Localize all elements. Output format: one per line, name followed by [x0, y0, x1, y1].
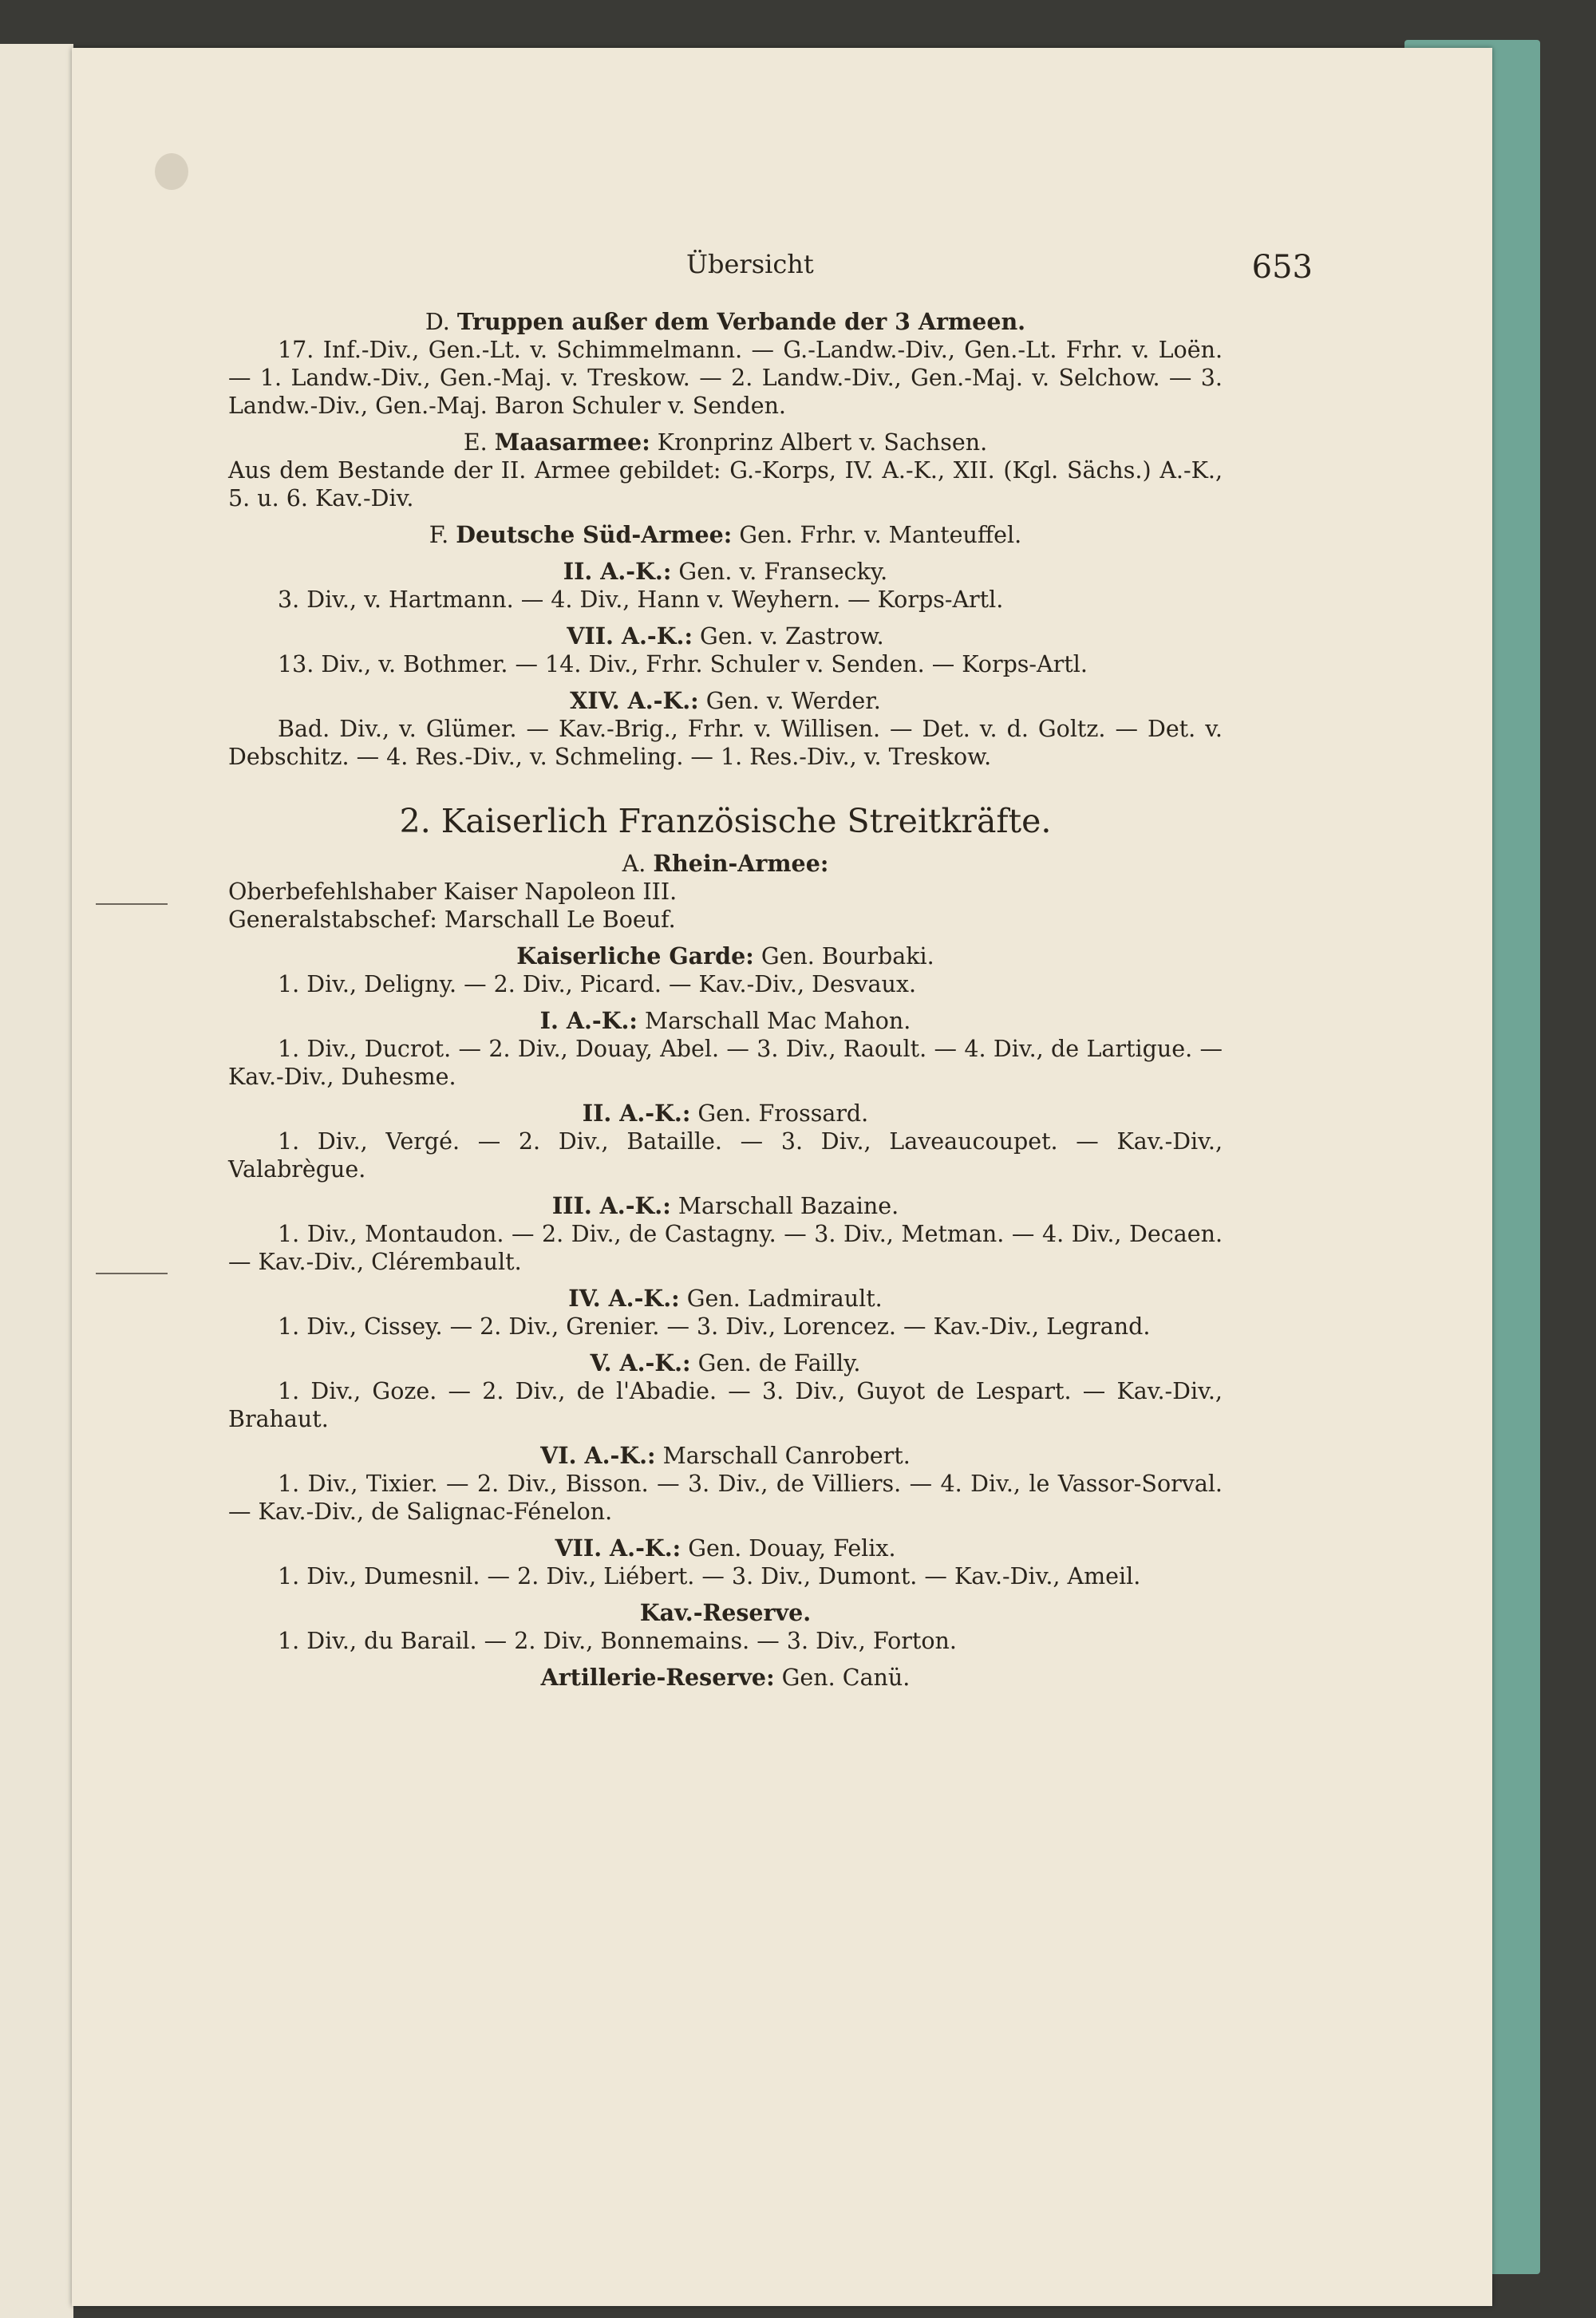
corps-commander: Gen. v. Zastrow. — [700, 623, 884, 650]
facing-page-edge — [0, 44, 73, 2318]
binding-hole — [155, 153, 188, 190]
corps-heading — [228, 1442, 1223, 1470]
corps-title: III. A.-K.: — [551, 1192, 671, 1219]
army-title: Rhein-Armee: — [653, 850, 829, 877]
cut-mark — [96, 1273, 168, 1274]
page-number: 653 — [1251, 249, 1313, 286]
section-letter: F. — [429, 522, 449, 548]
corps-title: VI. A.-K.: — [540, 1442, 656, 1469]
corps-text: 1. Div., Tixier. — 2. Div., Bisson. — 3. Div., de Villiers. — 4. Div., le Vassor-Sorval. — Kav.-Div., de Salignac-Fénelon. — [228, 1471, 1223, 1525]
corps-text: 1. Div., Cissey. — 2. Div., Grenier. — 3. Div., Lorencez. — Kav.-Div., Legrand. — [278, 1313, 1151, 1340]
corps-text: 1. Div., Deligny. — 2. Div., Picard. — Kav.-Div., Desvaux. — [278, 971, 917, 997]
section-title: Truppen außer dem Verbande der 3 Armeen. — [456, 308, 1026, 335]
corps-text: 1. Div., Vergé. — 2. Div., Bataille. — 3. Div., Laveaucoupet. — Kav.-Div., Valabrègue. — [228, 1128, 1223, 1183]
section-d-heading — [228, 308, 1223, 336]
corps-title: VII. A.-K.: — [567, 622, 693, 650]
corps-heading — [228, 558, 1223, 586]
corps-text: 13. Div., v. Bothmer. — 14. Div., Frhr. Schuler v. Senden. — Korps-Artl. — [278, 651, 1088, 677]
corps-title: Artillerie-Reserve: — [540, 1664, 775, 1691]
corps-text: 3. Div., v. Hartmann. — 4. Div., Hann v. Weyhern. — Korps-Artl. — [278, 586, 1004, 613]
corps-title: I. A.-K.: — [539, 1007, 638, 1034]
corps-title: XIV. A.-K.: — [570, 687, 699, 714]
corps-commander: Gen. Ladmirault. — [686, 1285, 883, 1312]
corps-heading — [228, 1007, 1223, 1035]
corps-title: Kaiserliche Garde: — [516, 942, 754, 969]
cut-mark — [96, 903, 168, 905]
corps-text: 1. Div., Montaudon. — 2. Div., de Castagny. — 3. Div., Metman. — 4. Div., Decaen. — Kav.-Div., Clérembault. — [228, 1221, 1223, 1275]
french-forces-heading: 2. Kaiserlich Französische Streitkräfte. — [399, 802, 1052, 840]
section-title: Deutsche Süd-Armee: — [456, 521, 733, 548]
section-commander: Kronprinz Albert v. Sachsen. — [657, 429, 988, 456]
corps-heading — [228, 1349, 1223, 1377]
section-e-heading — [228, 428, 1223, 456]
corps-commander: Gen. Douay, Felix. — [688, 1535, 896, 1562]
corps-text: 1. Div., du Barail. — 2. Div., Bonnemains. — 3. Div., Forton. — [278, 1628, 957, 1654]
corps-commander: Gen. v. Fransecky. — [678, 559, 888, 585]
section-commander: Gen. Frhr. v. Manteuffel. — [739, 522, 1022, 548]
section-f-heading — [228, 521, 1223, 549]
chief-of-staff-line: Generalstabschef: Marschall Le Boeuf. — [228, 906, 676, 933]
corps-title: II. A.-K.: — [563, 558, 672, 585]
section-title: Maasarmee: — [494, 428, 650, 456]
corps-text: 1. Div., Goze. — 2. Div., de l'Abadie. — 3. Div., Guyot de Lespart. — Kav.-Div., Brahaut. — [228, 1378, 1223, 1432]
corps-heading — [228, 622, 1223, 650]
corps-title: II. A.-K.: — [582, 1100, 691, 1127]
corps-commander: Gen. Bourbaki. — [760, 943, 934, 969]
corps-commander: Gen. v. Werder. — [705, 688, 881, 714]
corps-commander: Marschall Mac Mahon. — [645, 1008, 911, 1034]
section-letter: E. — [463, 429, 488, 456]
cav-reserve-heading — [228, 1599, 1223, 1627]
army-heading — [228, 850, 1223, 878]
corps-text: 1. Div., Dumesnil. — 2. Div., Liébert. — 3. Div., Dumont. — Kav.-Div., Ameil. — [278, 1563, 1141, 1589]
commander-line: Oberbefehlshaber Kaiser Napoleon III. — [228, 879, 678, 905]
corps-text: 1. Div., Ducrot. — 2. Div., Douay, Abel. — 3. Div., Raoult. — 4. Div., de Lartigue. — Kav.-Div., Duhesme. — [228, 1036, 1223, 1090]
corps-commander: Gen. Frossard. — [697, 1100, 869, 1127]
corps-commander: Marschall Canrobert. — [662, 1443, 911, 1469]
section-letter: D. — [425, 309, 450, 335]
corps-heading — [228, 1192, 1223, 1220]
corps-heading — [228, 1534, 1223, 1562]
running-head: Übersicht — [686, 249, 814, 279]
corps-commander: Gen. Canü. — [781, 1664, 911, 1691]
section-letter: A. — [622, 851, 646, 877]
corps-title: Kav.-Reserve. — [639, 1599, 812, 1626]
section-e-text: Aus dem Bestande der II. Armee gebildet: G.-Korps, IV. A.-K., XII. (Kgl. Sächs.) A.-K., 5. u. 6. Kav.-Div. — [228, 457, 1223, 511]
art-reserve-heading — [228, 1664, 1223, 1692]
corps-title: V. A.-K.: — [590, 1349, 691, 1376]
corps-text: Bad. Div., v. Glümer. — Kav.-Brig., Frhr. v. Willisen. — Det. v. d. Goltz. — Det. v. Debschitz. — 4. Res.-Div., v. Schmeling. — 1. Res.-Div., v. Treskow. — [228, 716, 1223, 770]
page-content — [228, 299, 1223, 1692]
corps-heading — [228, 687, 1223, 715]
guard-heading — [228, 942, 1223, 970]
corps-heading — [228, 1100, 1223, 1127]
section-d-text: 17. Inf.-Div., Gen.-Lt. v. Schimmelmann. — G.-Landw.-Div., Gen.-Lt. Frhr. v. Loën. — 1. Landw.-Div., Gen.-Maj. v. Treskow. — 2. Landw.-Div., Gen.-Maj. v. Selchow. — 3. Landw.-Div., Gen.-Maj. Baron Schuler v. Senden. — [228, 337, 1223, 419]
corps-commander: Marschall Bazaine. — [678, 1193, 899, 1219]
corps-heading — [228, 1285, 1223, 1313]
corps-title: VII. A.-K.: — [555, 1534, 681, 1562]
corps-title: IV. A.-K.: — [568, 1285, 680, 1312]
corps-commander: Gen. de Failly. — [697, 1350, 861, 1376]
